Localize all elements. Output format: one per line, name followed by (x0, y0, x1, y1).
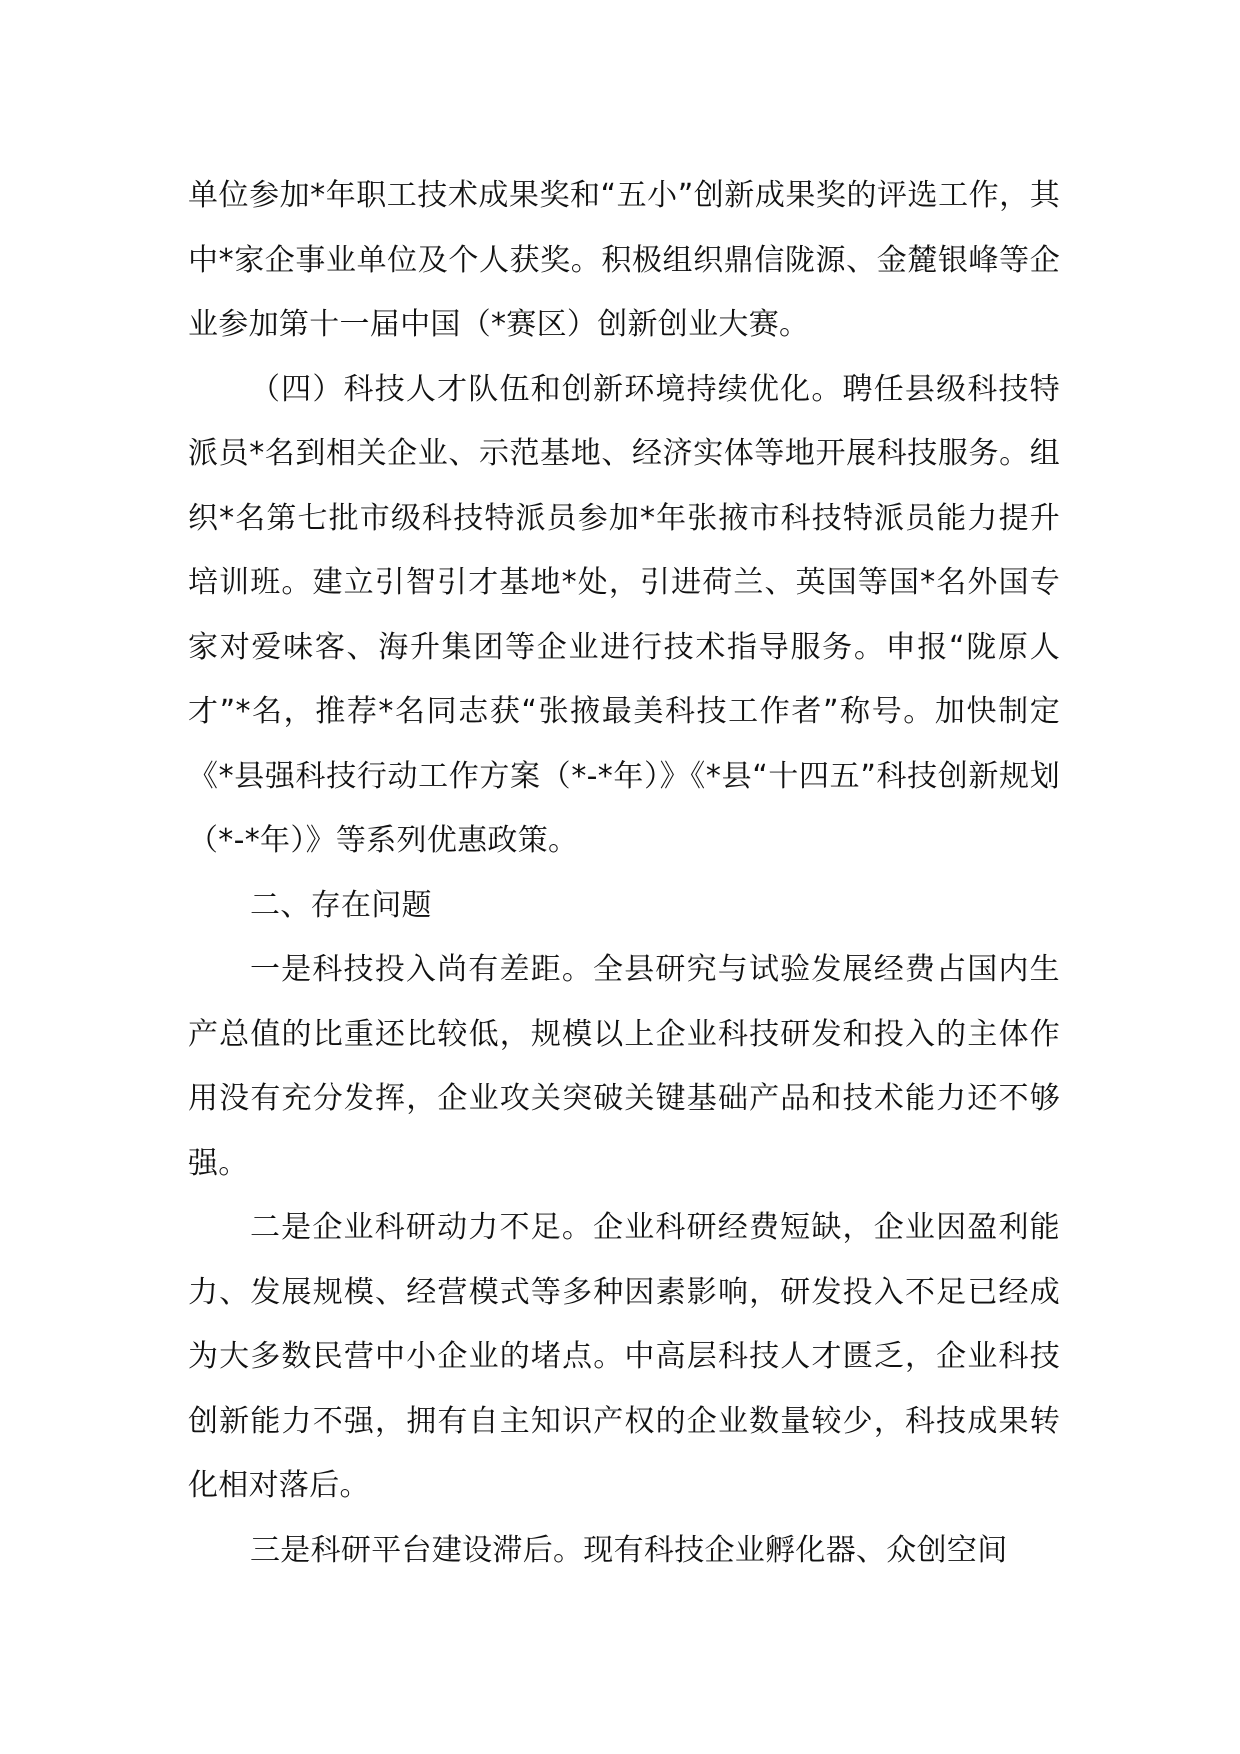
paragraph-talent-environment: （四）科技人才队伍和创新环境持续优化。聘任县级科技特派员*名到相关企业、示范基地、经济实体等地开展科技服务。组织*名第七批市级科技特派员参加*年张掖市科技特派员能力提升培训班。建立引智引才基地*处，引进荷兰、英国等国*名外国专家对爱味客、海升集团等企业进行技术指导服务。申报“陇原人才”*名，推荐*名同志获“张掖最美科技工作者”称号。加快制定《*县强科技行动工作方案（*-*年）》《*县“十四五”科技创新规划（*-*年）》等系列优惠政策。 (188, 371, 1060, 858)
document-page (188, 164, 1060, 1583)
paragraph-awards-continued: 单位参加*年职工技术成果奖和“五小”创新成果奖的评选工作，其中*家企事业单位及个人获奖。积极组织鼎信陇源、金麓银峰等企业参加第十一届中国（*赛区）创新创业大赛。 (188, 178, 1060, 342)
paragraph-problem-investment: 一是科技投入尚有差距。全县研究与试验发展经费占国内生产总值的比重还比较低，规模以上企业科技研发和投入的主体作用没有充分发挥，企业攻关突破关键基础产品和技术能力还不够强。 (188, 952, 1060, 1181)
section-heading-problems: 二、存在问题 (250, 887, 432, 923)
paragraph-problem-platform: 三是科研平台建设滞后。现有科技企业孵化器、众创空间 (250, 1532, 1008, 1568)
paragraph-problem-research-motivation: 二是企业科研动力不足。企业科研经费短缺，企业因盈利能力、发展规模、经营模式等多种因素影响，研发投入不足已经成为大多数民营中小企业的堵点。中高层科技人才匮乏，企业科技创新能力不强，拥有自主知识产权的企业数量较少，科技成果转化相对落后。 (188, 1210, 1060, 1503)
